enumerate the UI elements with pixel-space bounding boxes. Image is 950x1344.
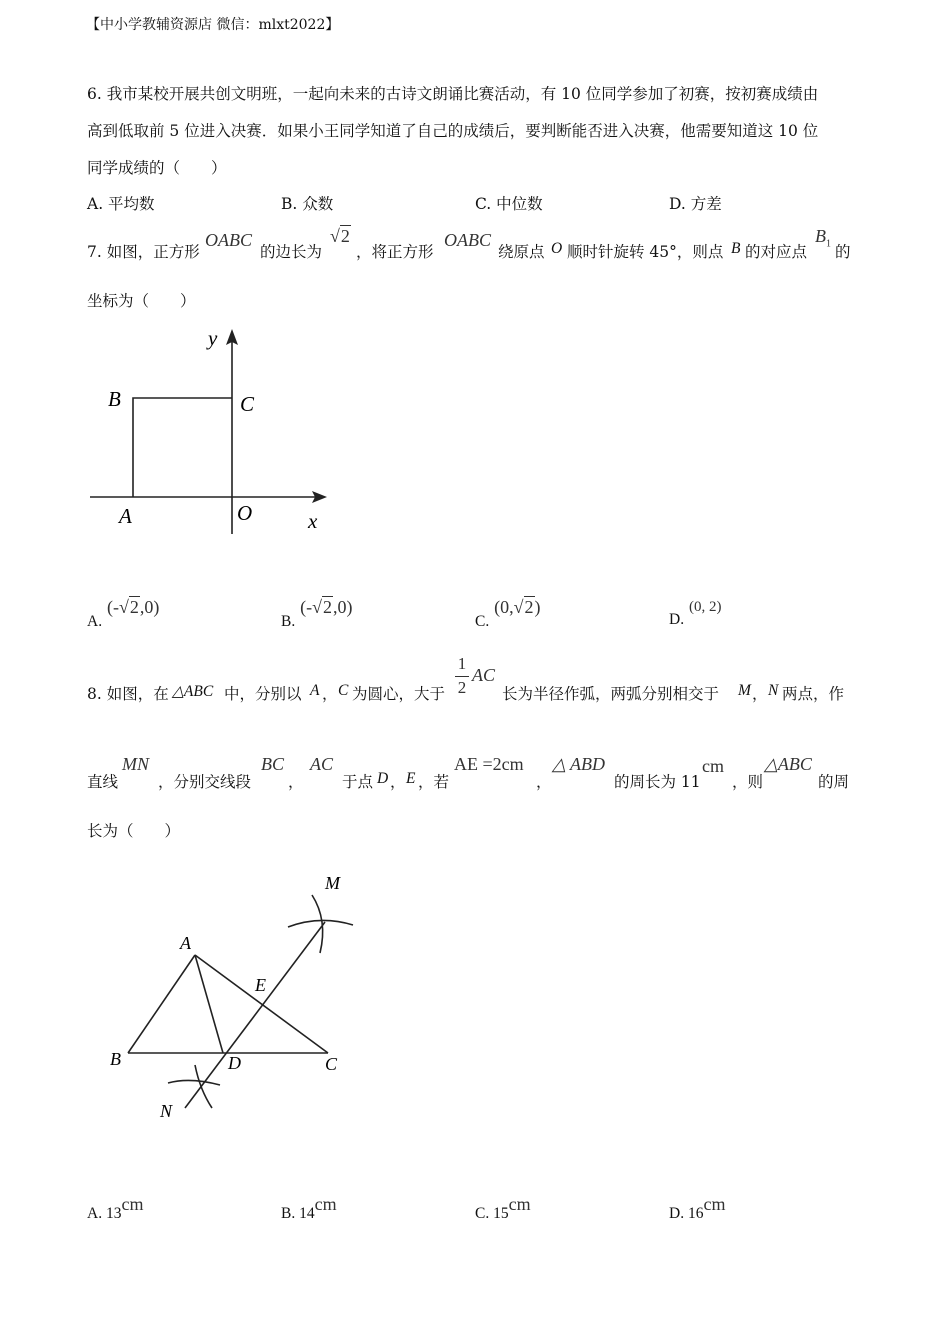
label-a: A bbox=[119, 504, 132, 528]
q6-line-2: 高到低取前 5 位进入决赛．如果小王同学知道了自己的成绩后，要判断能否进入决赛，他需要知道这 10 位 bbox=[87, 122, 819, 140]
q8-comma-2: ， bbox=[752, 685, 768, 703]
label-d: D bbox=[228, 1053, 241, 1073]
q8-line2-text-4: ，若 bbox=[418, 773, 450, 791]
label-y: y bbox=[208, 326, 218, 350]
q7-text-3: ，将正方形 bbox=[356, 243, 434, 261]
segment-ab bbox=[128, 955, 195, 1053]
q7-text-7: 的 bbox=[835, 243, 851, 261]
q8-ae-length: AE =2cm bbox=[454, 754, 524, 774]
resource-banner: 【中小学教辅资源店 微信：mlxt2022】 bbox=[86, 17, 340, 33]
q7-sqrt-2: √2 bbox=[330, 226, 350, 246]
q7-point-b: B bbox=[731, 240, 741, 257]
q8-line2-text-5: ， bbox=[536, 773, 552, 791]
q6-line-1: 6. 我市某校开展共创文明班，一起向未来的古诗文朗诵比赛活动，有 10 位同学参加了初赛，按初赛成绩由 bbox=[87, 85, 819, 103]
label-x: x bbox=[308, 509, 318, 533]
q8-point-a: A bbox=[310, 682, 320, 699]
q8-comma: ， bbox=[322, 685, 338, 703]
arc-m-2 bbox=[312, 895, 323, 953]
q8-line2-text-7: ，则 bbox=[732, 773, 764, 791]
q7-option-d[interactable]: D. (0, 2) bbox=[669, 599, 722, 628]
q8-line2-text-6: 的周长为 11 bbox=[614, 773, 701, 791]
q8-triangle-figure bbox=[100, 865, 370, 1130]
segment-ad bbox=[195, 955, 223, 1053]
q6-option-b[interactable]: B. 众数 bbox=[281, 195, 334, 213]
q7-text-2: 的边长为 bbox=[260, 243, 323, 261]
q7-text-5: 顺时针旋转 45°，则点 bbox=[567, 243, 724, 261]
label-m: M bbox=[325, 873, 340, 893]
label-n: N bbox=[160, 1101, 173, 1121]
q7-point-o: O bbox=[551, 240, 563, 257]
q7-point-b1: $B_1$ bbox=[815, 226, 831, 250]
q8-var-ac: AC bbox=[472, 665, 496, 685]
q7-option-a[interactable]: A. (-√2,0) bbox=[87, 597, 160, 630]
q8-line-3: 长为（ ） bbox=[87, 822, 181, 840]
square-sides bbox=[133, 398, 232, 497]
label-c: C bbox=[240, 392, 255, 416]
label-b: B bbox=[110, 1049, 121, 1069]
line-mn bbox=[185, 922, 325, 1108]
q7-text-6: 的对应点 bbox=[745, 243, 808, 261]
label-a: A bbox=[180, 933, 191, 953]
q7-math-oabc-2: OABC bbox=[444, 230, 491, 250]
q8-line2-text-1: 直线 bbox=[87, 773, 119, 791]
q7-line-2: 坐标为（ ） bbox=[87, 292, 196, 310]
q7-square-figure bbox=[80, 320, 340, 545]
q6-option-a[interactable]: A. 平均数 bbox=[87, 195, 155, 213]
q8-text-2: 中，分别以 bbox=[224, 685, 302, 703]
q8-line-mn: MN bbox=[122, 754, 149, 774]
arc-m-1 bbox=[288, 920, 353, 927]
q8-point-c: C bbox=[338, 682, 349, 699]
q6-option-d[interactable]: D. 方差 bbox=[669, 195, 722, 213]
q8-triangle-abc-2: △ABC bbox=[764, 754, 812, 774]
q8-point-m: M bbox=[738, 682, 751, 699]
q8-option-d[interactable]: D. 16cm bbox=[669, 1194, 726, 1222]
segment-ac bbox=[195, 955, 328, 1053]
q8-line2-text-3: 于点 bbox=[342, 773, 374, 791]
label-o: O bbox=[237, 501, 253, 525]
q8-point-d: D bbox=[377, 770, 389, 787]
q8-segment-ac: AC bbox=[310, 754, 334, 774]
q8-option-c[interactable]: C. 15cm bbox=[475, 1194, 531, 1222]
q8-text-4: 长为半径作弧，两弧分别相交于 bbox=[502, 685, 720, 703]
label-e: E bbox=[255, 975, 266, 995]
q7-math-oabc-1: OABC bbox=[205, 230, 252, 250]
q8-line2-sep: ， bbox=[288, 773, 304, 791]
q8-triangle-abd: △ ABD bbox=[552, 754, 606, 774]
q8-segment-bc: BC bbox=[261, 754, 285, 774]
label-b: B bbox=[108, 387, 121, 411]
q8-line2-text-8: 的周 bbox=[818, 773, 850, 791]
q8-text-3: 为圆心，大于 bbox=[352, 685, 446, 703]
label-c: C bbox=[325, 1054, 338, 1074]
q6-option-c[interactable]: C. 中位数 bbox=[475, 195, 543, 213]
q6-line-3: 同学成绩的（ ） bbox=[87, 159, 227, 177]
q8-text-1: 8. 如图，在 bbox=[87, 685, 169, 703]
q7-text-4: 绕原点 bbox=[498, 243, 545, 261]
arc-n-1 bbox=[168, 1080, 220, 1085]
q8-option-a[interactable]: A. 13cm bbox=[87, 1194, 144, 1222]
q8-line2-text-2: ，分别交线段 bbox=[158, 773, 252, 791]
q7-option-c[interactable]: C. (0,√2) bbox=[475, 597, 541, 630]
q8-comma-3: ， bbox=[390, 773, 406, 791]
q8-triangle-abc: △ABC bbox=[172, 683, 214, 700]
q8-point-n: N bbox=[768, 682, 779, 699]
q7-option-b[interactable]: B. (-√2,0) bbox=[281, 597, 353, 630]
q8-point-e: E bbox=[406, 770, 416, 787]
q8-option-b[interactable]: B. 14cm bbox=[281, 1194, 337, 1222]
q8-text-5: 两点，作 bbox=[782, 685, 845, 703]
q7-text-1: 7. 如图，正方形 bbox=[87, 243, 200, 261]
arc-n-2 bbox=[195, 1065, 212, 1108]
q8-unit-cm: cm bbox=[702, 756, 724, 776]
